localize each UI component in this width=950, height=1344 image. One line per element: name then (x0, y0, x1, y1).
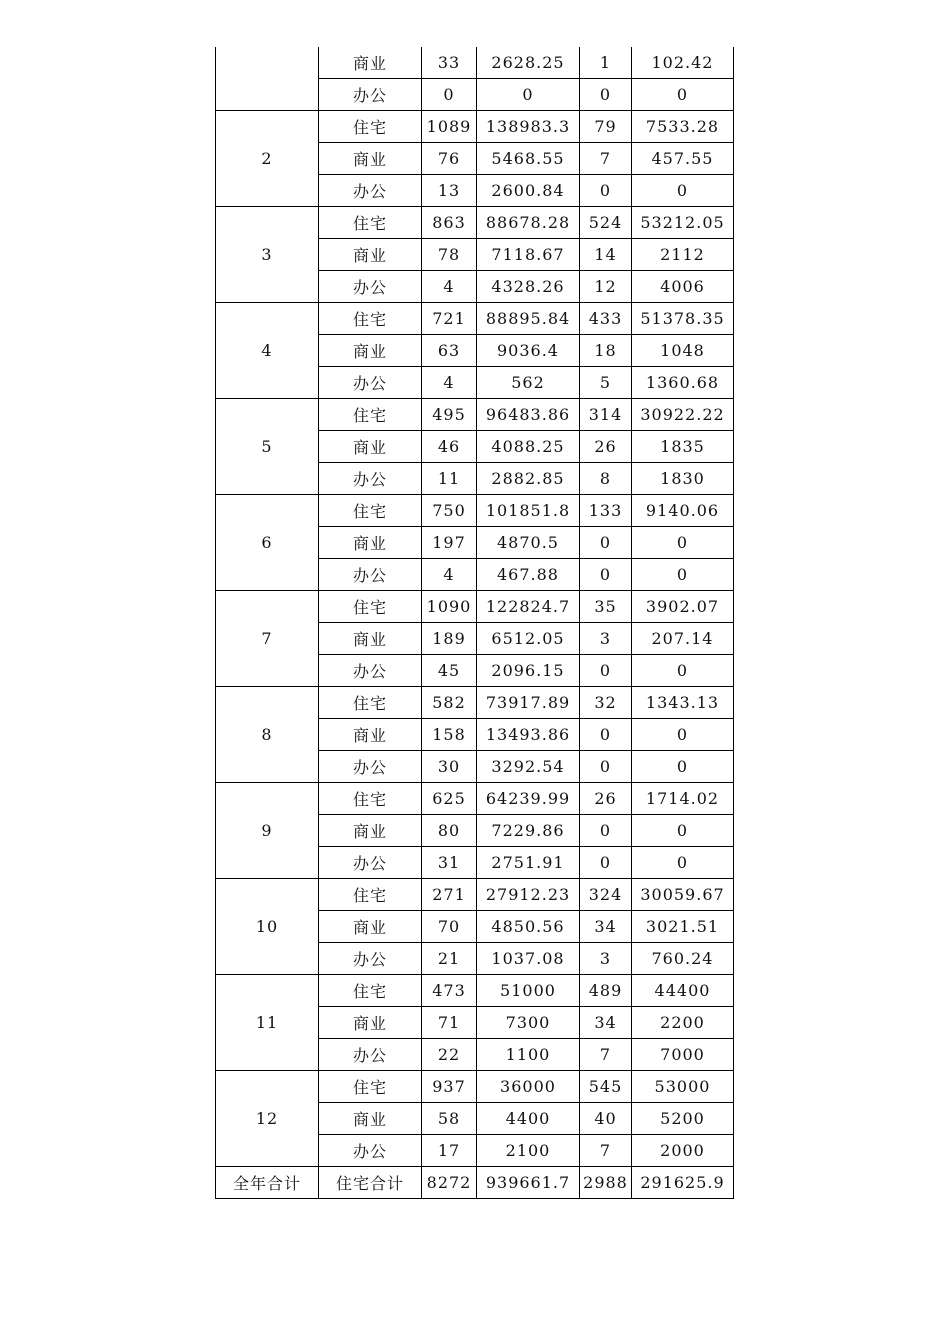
count-2-cell: 18 (580, 335, 632, 367)
count-1-cell: 4 (422, 271, 477, 303)
count-2-cell: 5 (580, 367, 632, 399)
count-1-cell: 58 (422, 1103, 477, 1135)
area-1-cell: 7300 (477, 1007, 580, 1039)
row-type-cell: 办公 (319, 367, 422, 399)
count-2-cell: 0 (580, 847, 632, 879)
area-2-cell: 53000 (632, 1071, 734, 1103)
area-2-cell: 7533.28 (632, 111, 734, 143)
table-row (216, 111, 734, 143)
table-row (216, 783, 734, 815)
total-area-2-cell: 291625.9 (632, 1167, 734, 1199)
area-2-cell: 53212.05 (632, 207, 734, 239)
area-1-cell: 27912.23 (477, 879, 580, 911)
count-2-cell: 489 (580, 975, 632, 1007)
area-1-cell: 64239.99 (477, 783, 580, 815)
count-2-cell: 32 (580, 687, 632, 719)
row-type-cell: 住宅 (319, 975, 422, 1007)
row-type-cell: 商业 (319, 527, 422, 559)
total-count-2-cell: 2988 (580, 1167, 632, 1199)
area-2-cell: 1830 (632, 463, 734, 495)
count-1-cell: 11 (422, 463, 477, 495)
count-2-cell: 26 (580, 783, 632, 815)
total-row (216, 1167, 734, 1199)
table-row (216, 303, 734, 335)
row-type-cell: 办公 (319, 943, 422, 975)
area-1-cell: 467.88 (477, 559, 580, 591)
table-row (216, 975, 734, 1007)
area-2-cell: 4006 (632, 271, 734, 303)
area-2-cell: 0 (632, 847, 734, 879)
count-2-cell: 1 (580, 47, 632, 79)
area-1-cell: 4870.5 (477, 527, 580, 559)
area-1-cell: 5468.55 (477, 143, 580, 175)
area-2-cell: 30059.67 (632, 879, 734, 911)
count-2-cell: 0 (580, 751, 632, 783)
row-type-cell: 办公 (319, 655, 422, 687)
row-type-cell: 商业 (319, 1007, 422, 1039)
count-2-cell: 324 (580, 879, 632, 911)
table-row (216, 495, 734, 527)
row-type-cell: 住宅 (319, 111, 422, 143)
area-1-cell: 2882.85 (477, 463, 580, 495)
area-1-cell: 51000 (477, 975, 580, 1007)
sales-table-body (216, 47, 734, 1199)
area-2-cell: 0 (632, 815, 734, 847)
count-2-cell: 0 (580, 655, 632, 687)
area-1-cell: 88678.28 (477, 207, 580, 239)
count-2-cell: 12 (580, 271, 632, 303)
row-type-cell: 商业 (319, 911, 422, 943)
area-1-cell: 2628.25 (477, 47, 580, 79)
count-1-cell: 33 (422, 47, 477, 79)
count-2-cell: 0 (580, 527, 632, 559)
row-type-cell: 办公 (319, 175, 422, 207)
count-2-cell: 7 (580, 143, 632, 175)
count-2-cell: 8 (580, 463, 632, 495)
table-row (216, 879, 734, 911)
total-type-cell: 住宅合计 (319, 1167, 422, 1199)
table-row (216, 591, 734, 623)
count-1-cell: 750 (422, 495, 477, 527)
count-1-cell: 495 (422, 399, 477, 431)
area-2-cell: 2200 (632, 1007, 734, 1039)
row-type-cell: 商业 (319, 623, 422, 655)
area-2-cell: 44400 (632, 975, 734, 1007)
row-type-cell: 住宅 (319, 591, 422, 623)
count-1-cell: 13 (422, 175, 477, 207)
month-cell: 6 (216, 495, 319, 591)
count-2-cell: 0 (580, 815, 632, 847)
area-1-cell: 0 (477, 79, 580, 111)
area-2-cell: 1360.68 (632, 367, 734, 399)
area-2-cell: 1835 (632, 431, 734, 463)
month-cell: 8 (216, 687, 319, 783)
count-1-cell: 1089 (422, 111, 477, 143)
area-2-cell: 0 (632, 559, 734, 591)
count-2-cell: 40 (580, 1103, 632, 1135)
row-type-cell: 办公 (319, 559, 422, 591)
area-2-cell: 0 (632, 79, 734, 111)
month-cell: 11 (216, 975, 319, 1071)
area-2-cell: 3021.51 (632, 911, 734, 943)
area-1-cell: 4088.25 (477, 431, 580, 463)
month-cell (216, 47, 319, 111)
area-2-cell: 0 (632, 751, 734, 783)
count-2-cell: 0 (580, 719, 632, 751)
count-1-cell: 197 (422, 527, 477, 559)
area-1-cell: 2100 (477, 1135, 580, 1167)
row-type-cell: 商业 (319, 719, 422, 751)
row-type-cell: 商业 (319, 143, 422, 175)
count-1-cell: 30 (422, 751, 477, 783)
table-row (216, 207, 734, 239)
area-1-cell: 36000 (477, 1071, 580, 1103)
count-2-cell: 0 (580, 175, 632, 207)
row-type-cell: 住宅 (319, 879, 422, 911)
row-type-cell: 商业 (319, 1103, 422, 1135)
row-type-cell: 办公 (319, 847, 422, 879)
count-1-cell: 70 (422, 911, 477, 943)
month-cell: 3 (216, 207, 319, 303)
area-2-cell: 5200 (632, 1103, 734, 1135)
count-1-cell: 4 (422, 367, 477, 399)
area-1-cell: 4400 (477, 1103, 580, 1135)
count-1-cell: 158 (422, 719, 477, 751)
area-1-cell: 88895.84 (477, 303, 580, 335)
row-type-cell: 商业 (319, 335, 422, 367)
month-cell: 10 (216, 879, 319, 975)
count-1-cell: 625 (422, 783, 477, 815)
count-1-cell: 78 (422, 239, 477, 271)
area-1-cell: 73917.89 (477, 687, 580, 719)
area-2-cell: 1343.13 (632, 687, 734, 719)
count-1-cell: 1090 (422, 591, 477, 623)
total-area-1-cell: 939661.7 (477, 1167, 580, 1199)
count-1-cell: 63 (422, 335, 477, 367)
area-2-cell: 102.42 (632, 47, 734, 79)
area-1-cell: 101851.8 (477, 495, 580, 527)
count-2-cell: 3 (580, 943, 632, 975)
count-2-cell: 314 (580, 399, 632, 431)
area-2-cell: 9140.06 (632, 495, 734, 527)
area-1-cell: 9036.4 (477, 335, 580, 367)
count-2-cell: 79 (580, 111, 632, 143)
area-1-cell: 562 (477, 367, 580, 399)
row-type-cell: 商业 (319, 431, 422, 463)
row-type-cell: 住宅 (319, 303, 422, 335)
area-1-cell: 13493.86 (477, 719, 580, 751)
row-type-cell: 办公 (319, 463, 422, 495)
month-cell: 12 (216, 1071, 319, 1167)
count-2-cell: 0 (580, 79, 632, 111)
count-1-cell: 21 (422, 943, 477, 975)
count-1-cell: 863 (422, 207, 477, 239)
count-2-cell: 26 (580, 431, 632, 463)
area-2-cell: 3902.07 (632, 591, 734, 623)
area-1-cell: 3292.54 (477, 751, 580, 783)
area-2-cell: 2112 (632, 239, 734, 271)
area-2-cell: 0 (632, 527, 734, 559)
area-2-cell: 207.14 (632, 623, 734, 655)
count-1-cell: 17 (422, 1135, 477, 1167)
count-1-cell: 721 (422, 303, 477, 335)
area-1-cell: 122824.7 (477, 591, 580, 623)
count-2-cell: 7 (580, 1039, 632, 1071)
count-2-cell: 35 (580, 591, 632, 623)
area-1-cell: 1037.08 (477, 943, 580, 975)
count-1-cell: 76 (422, 143, 477, 175)
area-2-cell: 30922.22 (632, 399, 734, 431)
count-2-cell: 7 (580, 1135, 632, 1167)
month-cell: 7 (216, 591, 319, 687)
row-type-cell: 商业 (319, 815, 422, 847)
count-1-cell: 31 (422, 847, 477, 879)
row-type-cell: 商业 (319, 239, 422, 271)
count-1-cell: 0 (422, 79, 477, 111)
count-1-cell: 4 (422, 559, 477, 591)
area-2-cell: 1048 (632, 335, 734, 367)
area-1-cell: 2096.15 (477, 655, 580, 687)
count-1-cell: 271 (422, 879, 477, 911)
table-row (216, 47, 734, 79)
count-2-cell: 133 (580, 495, 632, 527)
count-2-cell: 545 (580, 1071, 632, 1103)
row-type-cell: 住宅 (319, 1071, 422, 1103)
row-type-cell: 办公 (319, 79, 422, 111)
area-1-cell: 2751.91 (477, 847, 580, 879)
month-cell: 2 (216, 111, 319, 207)
count-2-cell: 34 (580, 911, 632, 943)
area-2-cell: 0 (632, 175, 734, 207)
table-row (216, 399, 734, 431)
count-1-cell: 937 (422, 1071, 477, 1103)
row-type-cell: 住宅 (319, 687, 422, 719)
area-2-cell: 2000 (632, 1135, 734, 1167)
row-type-cell: 办公 (319, 751, 422, 783)
area-2-cell: 760.24 (632, 943, 734, 975)
month-cell: 4 (216, 303, 319, 399)
area-1-cell: 7229.86 (477, 815, 580, 847)
count-1-cell: 473 (422, 975, 477, 1007)
table-row (216, 687, 734, 719)
count-1-cell: 189 (422, 623, 477, 655)
row-type-cell: 办公 (319, 1039, 422, 1071)
area-1-cell: 96483.86 (477, 399, 580, 431)
row-type-cell: 商业 (319, 47, 422, 79)
count-2-cell: 3 (580, 623, 632, 655)
row-type-cell: 住宅 (319, 399, 422, 431)
area-2-cell: 1714.02 (632, 783, 734, 815)
month-cell: 5 (216, 399, 319, 495)
area-2-cell: 457.55 (632, 143, 734, 175)
count-1-cell: 46 (422, 431, 477, 463)
month-cell: 9 (216, 783, 319, 879)
area-1-cell: 1100 (477, 1039, 580, 1071)
count-1-cell: 71 (422, 1007, 477, 1039)
count-1-cell: 582 (422, 687, 477, 719)
area-1-cell: 138983.3 (477, 111, 580, 143)
sales-table (215, 47, 734, 1199)
row-type-cell: 办公 (319, 1135, 422, 1167)
area-2-cell: 0 (632, 655, 734, 687)
row-type-cell: 住宅 (319, 495, 422, 527)
count-1-cell: 80 (422, 815, 477, 847)
count-2-cell: 14 (580, 239, 632, 271)
total-count-1-cell: 8272 (422, 1167, 477, 1199)
count-2-cell: 34 (580, 1007, 632, 1039)
count-2-cell: 524 (580, 207, 632, 239)
area-1-cell: 4328.26 (477, 271, 580, 303)
row-type-cell: 办公 (319, 271, 422, 303)
total-label-cell: 全年合计 (216, 1167, 319, 1199)
count-1-cell: 45 (422, 655, 477, 687)
count-2-cell: 433 (580, 303, 632, 335)
row-type-cell: 住宅 (319, 783, 422, 815)
area-1-cell: 2600.84 (477, 175, 580, 207)
area-1-cell: 6512.05 (477, 623, 580, 655)
count-2-cell: 0 (580, 559, 632, 591)
area-2-cell: 7000 (632, 1039, 734, 1071)
area-2-cell: 51378.35 (632, 303, 734, 335)
area-1-cell: 4850.56 (477, 911, 580, 943)
count-1-cell: 22 (422, 1039, 477, 1071)
area-2-cell: 0 (632, 719, 734, 751)
row-type-cell: 住宅 (319, 207, 422, 239)
area-1-cell: 7118.67 (477, 239, 580, 271)
table-row (216, 1071, 734, 1103)
